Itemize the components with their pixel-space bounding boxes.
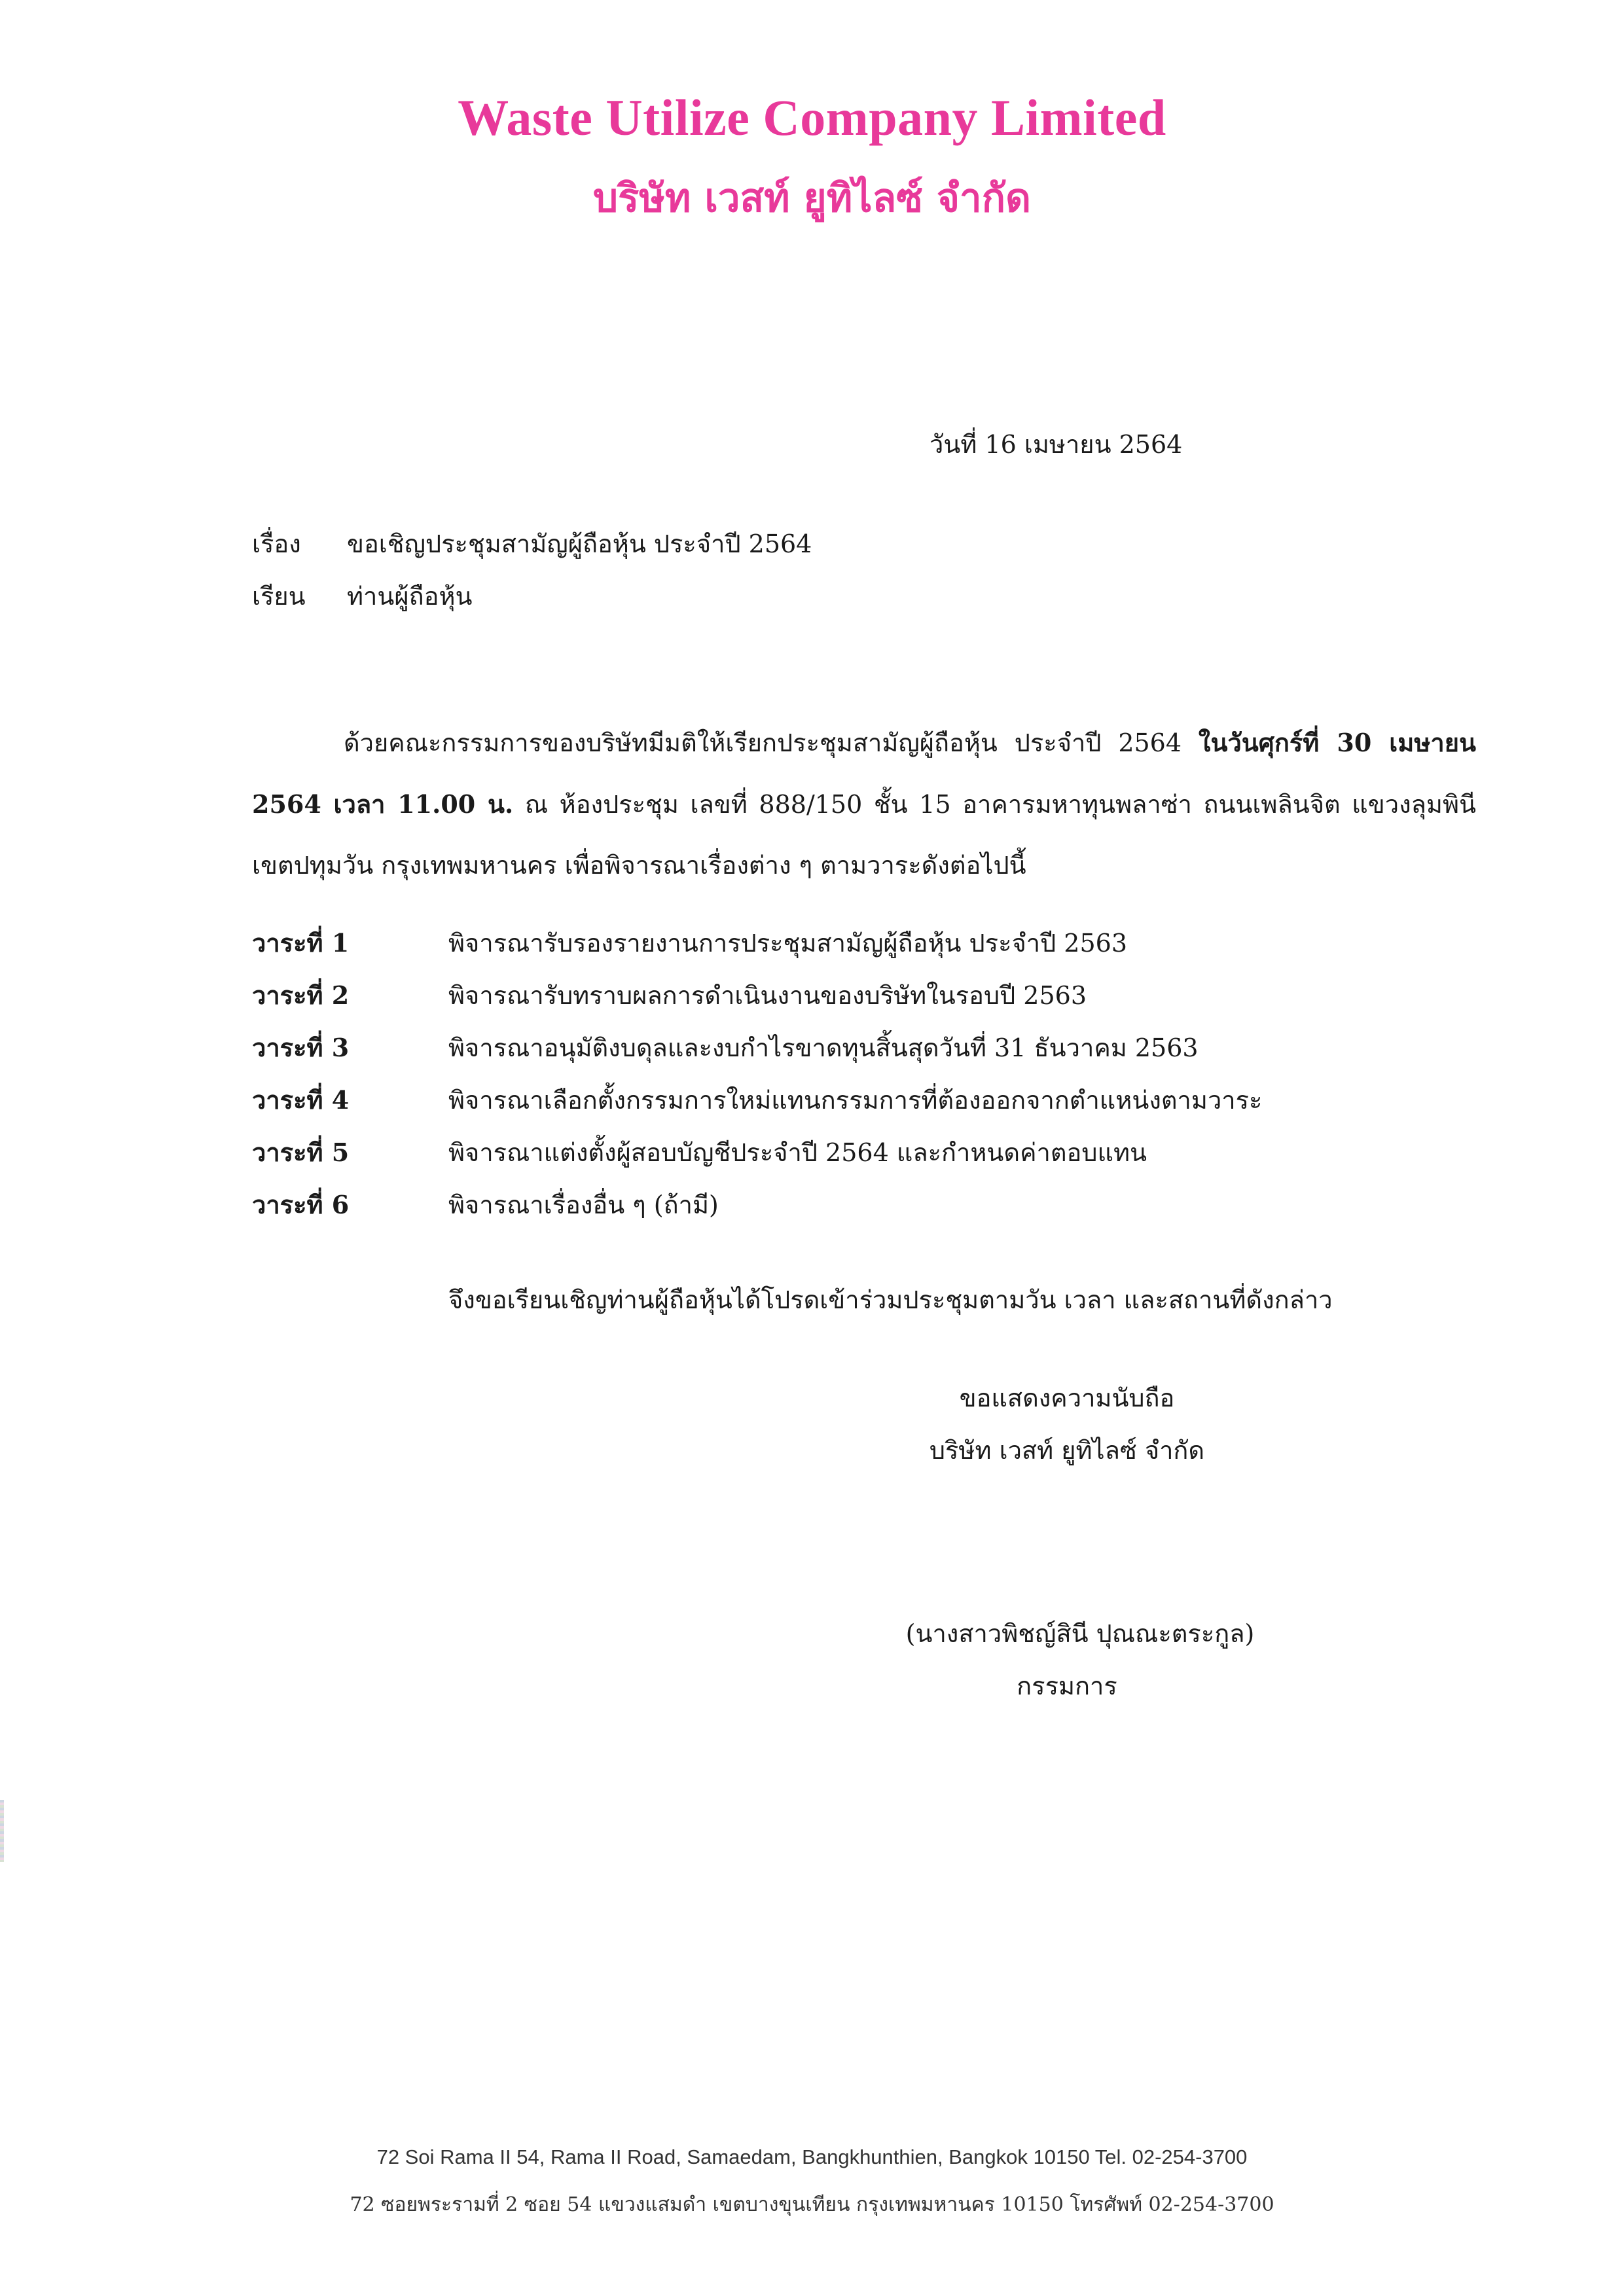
regards-line: ขอแสดงความนับถือ [959,1384,1175,1412]
letter-date: วันที่ 16 เมษายน 2564 [929,430,1183,459]
agenda-description: พิจารณาอนุมัติงบดุลและงบกำไรขาดทุนสิ้นสุดวันที่ 31 ธันวาคม 2563 [448,1033,1199,1062]
subject-value: ขอเชิญประชุมสามัญผู้ถือหุ้น ประจำปี 2564 [347,529,812,558]
footer-address-en: 72 Soi Rama II 54, Rama II Road, Samaedam, Bangkhunthien, Bangkok 10150 Tel. 02-254-3700 [376,2145,1248,2168]
agenda-number: วาระที่ 3 [252,1033,350,1062]
letter-body [252,712,1476,896]
company-name-th: บริษัท เวสท์ ยูทิไลซ์ จำกัด [593,175,1031,221]
scan-edge-mark [0,1800,4,1862]
agenda-number: วาระที่ 2 [252,980,350,1010]
agenda-description: พิจารณาเลือกตั้งกรรมการใหม่แทนกรรมการที่ต้องออกจากตำแหน่งตามวาระ [448,1086,1263,1115]
signatory-position: กรรมการ [1017,1672,1117,1700]
agenda-number: วาระที่ 1 [252,928,350,958]
footer-address-th: 72 ซอยพระรามที่ 2 ซอย 54 แขวงแสมดำ เขตบางขุนเทียน กรุงเทพมหานคร 10150 โทรศัพท์ 02-254-3700 [350,2193,1274,2216]
agenda-number: วาระที่ 5 [252,1138,350,1167]
recipient-label: เรียน [252,582,306,611]
agenda-item [252,1080,1496,1132]
agenda-item [252,975,1496,1028]
agenda-number: วาระที่ 6 [252,1190,350,1219]
agenda-description: พิจารณาเรื่องอื่น ๆ (ถ้ามี) [448,1191,719,1219]
closing-paragraph: จึงขอเรียนเชิญท่านผู้ถือหุ้นได้โปรดเข้าร่วมประชุมตามวัน เวลา และสถานที่ดังกล่าว [448,1285,1333,1314]
agenda-description: พิจารณารับรองรายงานการประชุมสามัญผู้ถือหุ้น ประจำปี 2563 [448,929,1128,958]
agenda-description: พิจารณาแต่งตั้งผู้สอบบัญชีประจำปี 2564 และกำหนดค่าตอบแทน [448,1138,1147,1167]
meeting-datetime: ในวันศุกร์ที่ 30 เมษายน 2564 เวลา 11.00 น. [252,728,1476,819]
company-name-en: Waste Utilize Company Limited [458,89,1166,146]
signatory-name: (นางสาวพิชญ์สินี ปุณณะตระกูล) [905,1619,1255,1648]
signature-company: บริษัท เวสท์ ยูทิไลซ์ จำกัด [929,1436,1205,1465]
agenda-item [252,1028,1496,1080]
body-part1: ด้วยคณะกรรมการของบริษัทมีมติให้เรียกประชุมสามัญผู้ถือหุ้น ประจำปี 2564 [344,728,1199,757]
agenda-description: พิจารณารับทราบผลการดำเนินงานของบริษัทในรอบปี 2563 [448,981,1087,1010]
subject-label: เรื่อง [252,529,301,558]
agenda-item [252,1185,1496,1237]
recipient-value: ท่านผู้ถือหุ้น [347,582,473,611]
agenda-number: วาระที่ 4 [252,1085,350,1115]
body-part2: ณ ห้องประชุม เลขที่ 888/150 ชั้น 15 อาคารมหาทุนพลาซ่า ถนนเพลินจิต แขวงลุมพินี เขตปทุมวัน กรุงเทพมหานคร เพื่อพิจารณาเรื่องต่าง ๆ ตามวาระดังต่อไปนี้ [252,790,1476,880]
agenda-item [252,923,1496,975]
agenda-item [252,1132,1496,1185]
